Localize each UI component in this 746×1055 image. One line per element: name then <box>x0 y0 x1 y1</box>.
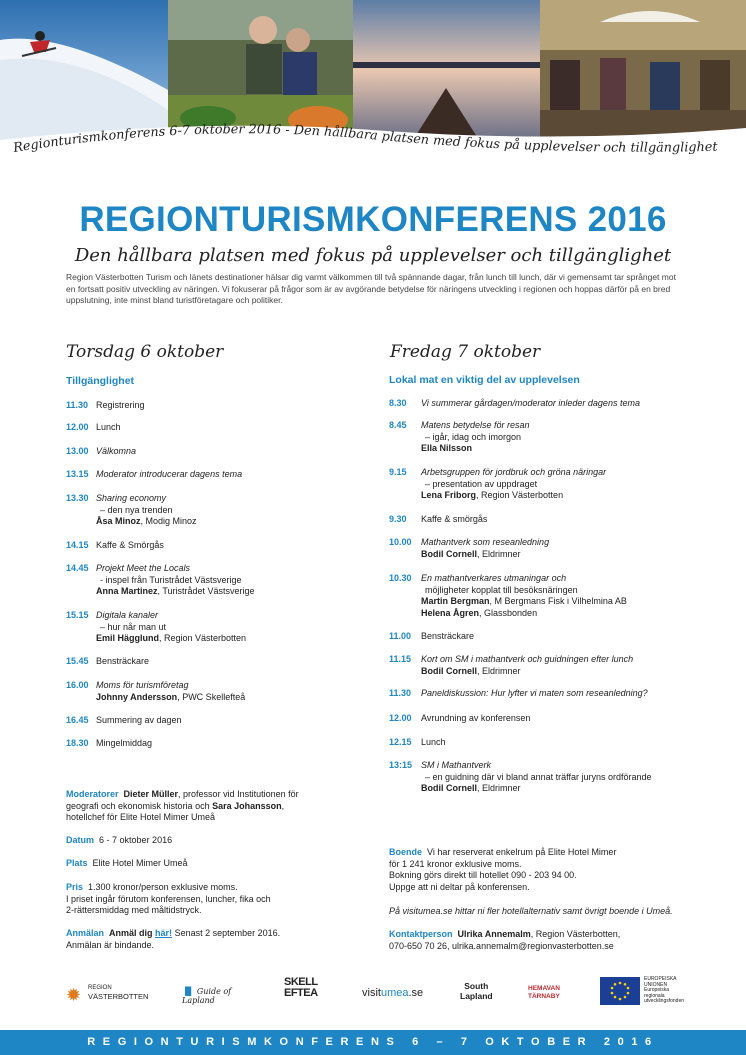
schedule-title: Lunch <box>421 737 446 747</box>
schedule-subtitle: – en guidning där vi bland annat träffar juryns ordförande <box>425 771 652 782</box>
schedule-subtitle: – presentation av uppdraget <box>425 478 538 489</box>
schedule-time: 11.30 <box>389 688 412 698</box>
schedule-time: 12.00 <box>66 422 89 432</box>
footer-text: REGIONTURISMKONFERENS 6 – 7 OKTOBER 2016 <box>87 1036 659 1048</box>
speaker-name: Bodil Cornell <box>421 783 477 793</box>
schedule-time: 9.30 <box>389 514 407 524</box>
contact-block: Kontaktperson Ulrika Annemalm, Region Västerbotten, 070-650 70 26, ulrika.annemalm@regionvasterbotten.se <box>389 929 621 951</box>
schedule-title: Kort om SM i mathantverk och guidningen efter lunch <box>421 654 634 664</box>
schedule-subtitle: möjligheter kopplat till besöksnäringen <box>425 584 578 595</box>
guide-of-lapland-logo: ▐▌ Guide of Lapland <box>182 987 232 1005</box>
schedule-title: Kaffe & smörgås <box>421 514 488 524</box>
schedule-time: 13.30 <box>66 493 89 503</box>
schedule-time: 8.30 <box>389 398 407 408</box>
schedule-time: 8.45 <box>389 420 407 430</box>
speaker-name: Helena Ågren <box>421 607 480 618</box>
registration-block: Anmälan Anmäl dig här! Senast 2 september 2016. Anmälan är bindande. <box>66 928 281 950</box>
schedule-title: Bensträckare <box>421 631 475 641</box>
schedule-subtitle: – hur når man ut <box>100 621 167 632</box>
page-subtitle: Den hållbara platsen med fokus på upplevelser och tillgänglighet <box>74 245 672 266</box>
schedule-title: SM i Mathantverk <box>421 760 492 770</box>
south-lapland-logo: South Lapland <box>460 981 493 1001</box>
day2-theme: Lokal mat en viktig del av upplevelsen <box>389 374 580 386</box>
speaker-name: Emil Hägglund <box>96 633 159 643</box>
footer-bar <box>0 1030 746 1055</box>
sun-icon: ✹ <box>66 985 82 1005</box>
schedule-time: 11.00 <box>389 631 412 641</box>
schedule-time: 10.00 <box>389 537 412 547</box>
schedule-time: 14.45 <box>66 563 89 573</box>
sponsor-logos: ✹ REGION VÄSTERBOTTEN ▐▌ Guide of Lapland SKELL EFTEA visitumea.se South Lapland HEMAVAN TÄRNABY EUROPEISKA UNIONEN Europeiska regionala utvecklingsfonden <box>66 976 685 1005</box>
curved-banner-text: Regionturismkonferens 6-7 oktober 2016 - Den hållbara platsen med fokus på upplevelser och tillgänglighet <box>12 122 718 156</box>
schedule-title: En mathantverkares utmaningar och <box>421 573 567 583</box>
schedule-title: Avrundning av konferensen <box>421 713 531 723</box>
intro-text: Region Västerbotten Turism och länets destinationer hälsar dig varmt välkommen till två spännande dagar, från lunch till lunch, där vi gemensamt tar språnget mot en fortsatt positiv utveckling av näringen. Vi fokuserar på frågor som är av avgörande betydelse för näringens utveckling i regionen och hoppas därför på en bred uppslutning, inte minst bland turistföretagare och politiker. <box>66 272 676 305</box>
schedule-title: Moderator introducerar dagens tema <box>96 469 243 479</box>
schedule-time: 14.15 <box>66 540 89 550</box>
schedule-time: 13.15 <box>66 469 89 479</box>
page-title: REGIONTURISMKONFERENS 2016 <box>79 200 667 239</box>
speaker-name: Åsa Minoz <box>96 516 141 526</box>
schedule-time: 15.15 <box>66 610 89 620</box>
schedule-title: Mingelmiddag <box>96 738 153 748</box>
lodging-block: Boende Vi har reserverat enkelrum på Elite Hotel Mimer för 1 241 kronor exklusive moms. Bokning görs direkt till hotellet 090 - 203 94 00. Uppge att ni deltar på konferensen. <box>389 847 617 892</box>
day2-title: Fredag 7 oktober <box>390 342 541 362</box>
place-block: Plats Elite Hotel Mimer Umeå <box>66 858 188 868</box>
schedule-title: Arbetsgruppen för jordbruk och gröna näringar <box>421 467 607 477</box>
schedule-title: Mathantverk som reseanledning <box>421 537 550 547</box>
schedule-title: Summering av dagen <box>96 715 182 725</box>
schedule-subtitle: – den nya trenden <box>100 504 173 515</box>
day1-title: Torsdag 6 oktober <box>66 342 224 362</box>
visitumea-logo: visitumea.se <box>362 987 424 999</box>
schedule-title: Välkomna <box>96 446 137 456</box>
eu-flag-icon <box>600 977 640 1005</box>
schedule-time: 16.45 <box>66 715 89 725</box>
speaker-name: Johnny Andersson <box>96 691 178 702</box>
schedule-title: Bensträckare <box>96 656 150 666</box>
schedule-subtitle: – igår, idag och imorgon <box>425 431 522 442</box>
moderators-block: Moderatorer Dieter Müller, professor vid Institutionen för geografi och ekonomisk historia och Sara Johansson, hotellchef för Elite Hotel Mimer Umeå <box>66 789 299 822</box>
schedule-time: 9.15 <box>389 467 407 477</box>
schedule-title: Lunch <box>96 422 121 432</box>
schedule-title: Vi summerar gårdagen/moderator inleder dagens tema <box>421 398 640 408</box>
schedule-time: 12.15 <box>389 737 412 747</box>
speaker-name: Bodil Cornell <box>421 548 477 559</box>
schedule-subtitle: - inspel från Turistrådet Västsverige <box>100 574 242 585</box>
speaker-name: Anna Martinez <box>96 586 158 596</box>
schedule-title: Matens betydelse för resan <box>421 420 530 430</box>
schedule-time: 16.00 <box>66 680 89 690</box>
speaker-name: Lena Friborg <box>421 490 477 500</box>
schedule-title: Kaffe & Smörgås <box>96 540 164 550</box>
schedule-time: 11.30 <box>66 400 89 410</box>
schedule-time: 12.00 <box>389 713 412 723</box>
schedule-title: Digitala kanaler <box>96 610 159 620</box>
visitumea-note: På visitumea.se hittar ni fler hotellalternativ samt övrigt boende i Umeå. <box>389 906 673 916</box>
day1-theme: Tillgänglighet <box>66 375 135 387</box>
schedule-time: 15.45 <box>66 656 89 666</box>
schedule-time: 18.30 <box>66 738 89 748</box>
speaker-name: Martin Bergman <box>421 596 490 606</box>
schedule-time: 11.15 <box>389 654 412 664</box>
schedule-title: Registrering <box>96 400 145 410</box>
register-link[interactable]: här! <box>155 928 173 938</box>
skelleftea-logo: SKELL EFTEA <box>284 976 318 999</box>
schedule-time: 10.30 <box>389 573 412 583</box>
schedule-title: Projekt Meet the Locals <box>96 563 191 573</box>
schedule-title: Sharing economy <box>96 493 167 503</box>
schedule-title: Moms för turismföretag <box>96 680 189 690</box>
speaker-name: Ella Nilsson <box>421 443 473 453</box>
schedule-title: Paneldiskussion: Hur lyfter vi maten som reseanledning? <box>421 688 648 698</box>
flag-icon: ▐▌ <box>182 987 195 996</box>
hemavan-tarnaby-logo: HEMAVAN TÄRNABY <box>528 985 560 1000</box>
schedule-time: 13.00 <box>66 446 89 456</box>
price-block: Pris 1.300 kronor/person exklusive moms. I priset ingår förutom konferensen, luncher, fika och 2-rättersmiddag med måltidstryck. <box>66 882 271 915</box>
schedule-time: 13:15 <box>389 760 413 770</box>
date-block: Datum 6 - 7 oktober 2016 <box>66 835 173 845</box>
curved-banner <box>0 110 746 180</box>
speaker-name: Bodil Cornell <box>421 665 477 676</box>
